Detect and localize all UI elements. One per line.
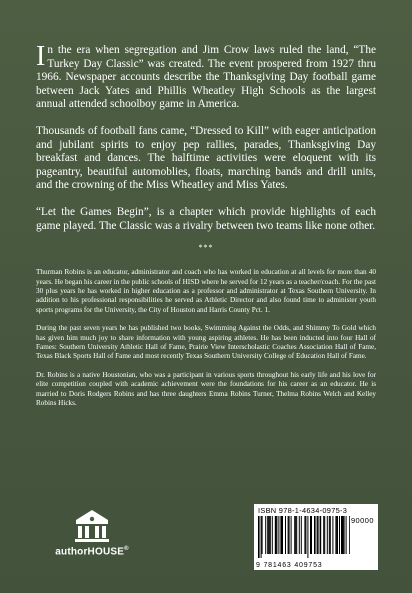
author-bio-paragraph-1: Thurman Robins is an educator, administrator and coach who has worked in education at all levels for more than 40 years. He began his career in the public schools of HISD where he served for 12 years as a teacher/coach. For the past 30 plus years he has worked in higher education as a professor and administrator at Texas Southern University. In addition to his professional responsibilities he served as Athletic Director and also found time to administer youth sports programs for the University, the City of Houston and Harris County Pct. 1. bbox=[36, 268, 376, 314]
section-separator: *** bbox=[198, 243, 214, 253]
author-bio-paragraph-3: Dr. Robins is a native Houstonian, who was a participant in various sports throughout his early life and his love for elite competition coupled with academic achievement were the foundations for his career as an educator. He is married to Doris Rodgers Robins and has three daughters Emma Robins Turner, Thelma Robins Welch and Kelley Robins Hicks. bbox=[36, 370, 376, 407]
publisher-name: authorHOUSE® bbox=[55, 546, 129, 558]
games-paragraph: “Let the Games Begin”, is a chapter which provide highlights of each game played. The Classic was a rivalry between two teams like none other. bbox=[36, 205, 376, 232]
price-code: 90000 bbox=[350, 516, 374, 525]
intro-text: n the era when segregation and Jim Crow laws ruled the land, “The Turkey Day Classic” was created. The event prospered from 1927 thru 1966. Newspaper accounts describe the Thanksgiving Day football game between Jack Yates and Phillis Wheatley High Schools as the largest annual attended schoolboy game in America. bbox=[36, 44, 376, 111]
drop-cap: I bbox=[36, 41, 46, 72]
ean-digits: 9 781463 409753 bbox=[256, 562, 323, 569]
author-bio-paragraph-2: During the past seven years he has published two books, Swimming Against the Odds, and Shimmy To Gold which has given him much joy to share information with young aspiring athletes. He has been inducted into four Hall of Fames: Southern University Athletic Hall of Fame, Prairie View Interscholastic Coaches Association Hall of Fame, Texas Black Sports Hall of Fame and most recently Texas Southern University College of Education Hall of Fame. bbox=[36, 324, 376, 361]
publisher-logo-icon bbox=[72, 508, 112, 544]
ean-barcode-bars bbox=[258, 516, 350, 558]
isbn-barcode bbox=[254, 504, 378, 570]
publisher-logo bbox=[52, 508, 132, 557]
intro-paragraph bbox=[36, 41, 376, 112]
isbn-label: ISBN 978-1-4634-0975-3 bbox=[258, 506, 348, 515]
cover-text bbox=[36, 41, 376, 408]
fans-paragraph: Thousands of football fans came, “Dressed to Kill” with eager anticipation and jubilant spirits to enjoy pep rallies, parades, Thanksgiving Day breakfast and dances. The halftime activities were eloquent with its pageantry, beautiful automoblies, floats, marching bands and drill units, and the crowning of the Miss Wheatley and Miss Yates. bbox=[36, 124, 376, 192]
